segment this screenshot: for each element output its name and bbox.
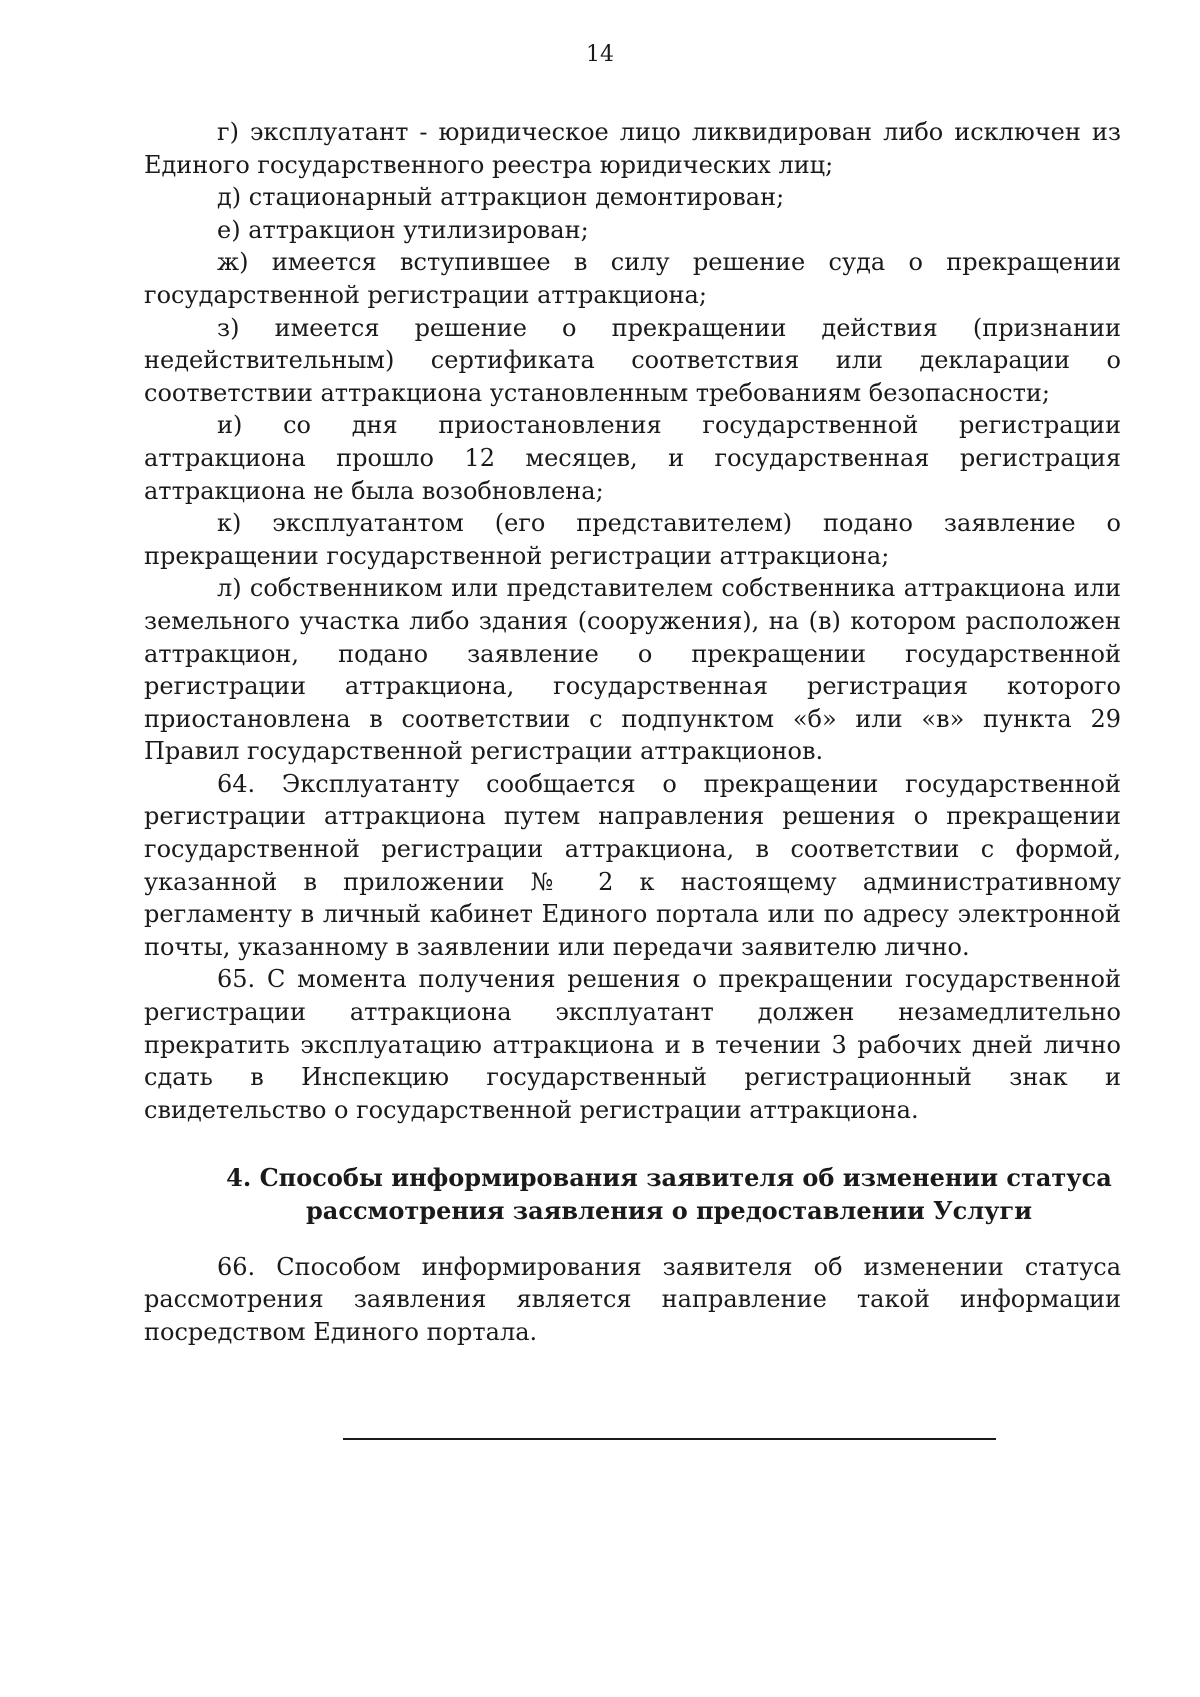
section-heading-line-1: 4. Способы информирования заявителя об изменении статуса [226,1163,1112,1193]
paragraph-item-l: л) собственником или представителем собственника аттракциона или земельного участка либо здания (сооружения), на (в) котором расположен аттракцион, подано заявление о прекращении государственной регистрации аттракциона, государственная регистрация которого приостановлена в соответствии с подпунктом «б» или «в» пункта 29 Правил государственной регистрации аттракционов. [144,574,1121,766]
section-heading [144,1162,1121,1227]
paragraph-item-zh: ж) имеется вступившее в силу решение суда о прекращении государственной регистрации аттракциона; [144,248,1121,309]
document-body [144,116,1121,1348]
paragraph-item-i: и) со дня приостановления государственной регистрации аттракциона прошло 12 месяцев, и государственная регистрация аттракциона не была возобновлена; [144,411,1121,505]
paragraph-item-k: к) эксплуатантом (его представителем) подано заявление о прекращении государственной регистрации аттракциона; [144,509,1121,570]
closing-divider [343,1438,996,1440]
paragraph-item-z: з) имеется решение о прекращении действия (признании недействительным) сертификата соответствия или декларации о соответствии аттракциона установленным требованиям безопасности; [144,313,1121,407]
paragraph-item-d: д) стационарный аттракцион демонтирован; [217,183,785,212]
paragraph-item-g: г) эксплуатант - юридическое лицо ликвидирован либо исключен из Единого государственного реестра юридических лиц; [144,118,1121,179]
paragraph-66: 66. Способом информирования заявителя об изменении статуса рассмотрения заявления является направление такой информации посредством Единого портала. [144,1252,1121,1346]
paragraph-item-e: е) аттракцион утилизирован; [217,215,589,244]
page-number: 14 [586,42,614,67]
section-heading-line-2: рассмотрения заявления о предоставлении Услуги [306,1196,1032,1225]
paragraph-64: 64. Эксплуатанту сообщается о прекращении государственной регистрации аттракциона путем направления решения о прекращении государственной регистрации аттракциона, в соответствии с формой, указанной в приложении № 2 к настоящему административному регламенту в личный кабинет Единого портала или по адресу электронной почты, указанному в заявлении или передачи заявителю лично. [144,769,1121,961]
paragraph-65: 65. С момента получения решения о прекращении государственной регистрации аттракциона эксплуатант должен незамедлительно прекратить эксплуатацию аттракциона и в течении 3 рабочих дней лично сдать в Инспекцию государственный регистрационный знак и свидетельство о государственной регистрации аттракциона. [144,965,1121,1124]
